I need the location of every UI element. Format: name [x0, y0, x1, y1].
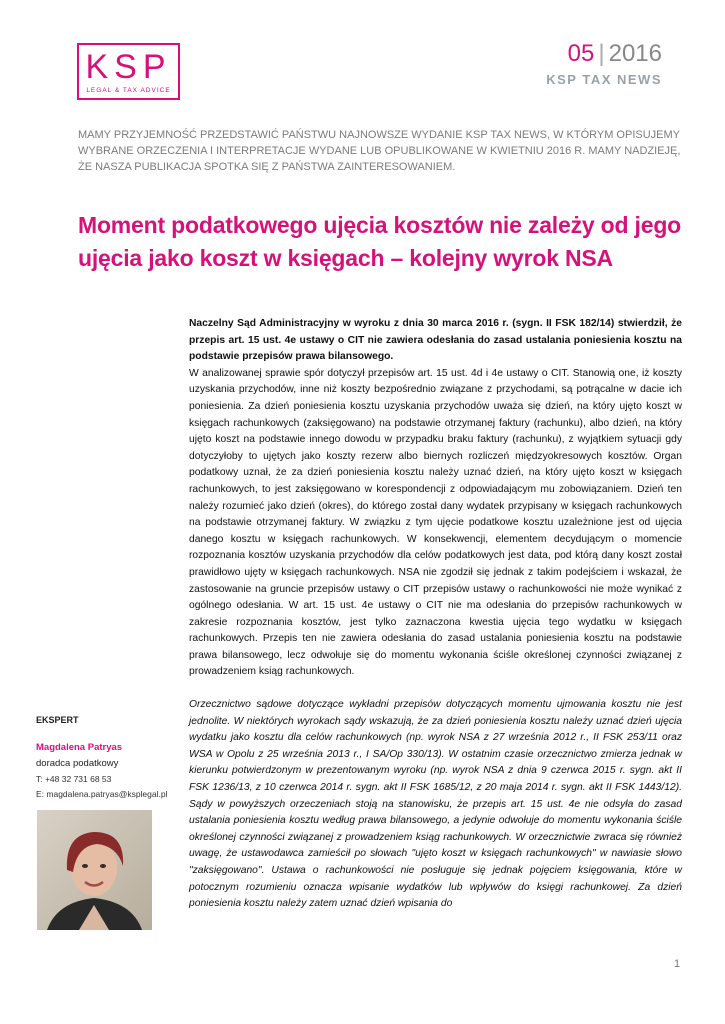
- expert-name: Magdalena Patryas: [36, 742, 123, 753]
- issue-separator: |: [598, 40, 605, 67]
- article-lead: Naczelny Sąd Administracyjny w wyroku z dnia 30 marca 2016 r. (sygn. II FSK 182/14) stwierdził, że przepis art. 15 ust. 4e ustawy o CIT nie zawiera odesłania do zasad ustalania poniesienia kosztu na podstawie przepisów prawa bilansowego.: [189, 318, 682, 363]
- expert-phone: T: +48 32 731 68 53: [36, 774, 112, 784]
- logo-subtitle: LEGAL & TAX ADVICE: [86, 87, 171, 94]
- expert-photo: [37, 810, 152, 930]
- article-paragraph-1: W analizowanej sprawie spór dotyczył przepisów art. 15 ust. 4d i 4e ustawy o CIT. Stanowią one, iż koszty uzyskania przychodów, inne niż koszty bezpośrednio związane z przychodami, są potrącalne w dacie ich poniesienia. Za dzień poniesienia kosztu uzyskania przychodów uważa się dzień, na który ujęto koszt w księgach rachunkowych (zaksięgowano) na podstawie otrzymanej faktury (rachunku), albo dzień, na który ujęto koszt na podstawie innego dowodu w przypadku braku faktury (rachunku), z wyjątkiem sytuacji gdy dotyczyłoby to ujętych jako koszty rezerw albo biernych rozliczeń międzyokresowych kosztów. Organ podatkowy uznał, że za dzień poniesienia kosztu należy uznać dzień, na który ujęto koszt w księgach rachunkowych, to jest zaksięgowano w korespondencji z odpowiadającym mu zobowiązaniem. Dzień ten należy rozumieć jako dzień (okres), do którego został dany wydatek przypisany w księgach rachunkowych na podstawie otrzymanej faktury. W związku z tym ujęcie podatkowe kosztu uzależnione jest od ujęcia danego kosztu w księgach rachunkowych. W konsekwencji, elementem decydującym o momencie rozpoznania kosztów uzyskania przychodów dla celów podatkowych jest data, pod którą dany koszt został prawidłowo ujęty w księgach rachunkowych. NSA nie zgodził się jednak z takim podejściem i wskazał, że zastosowanie na gruncie przepisów ustawy o CIT przepisów ustawy o rachunkowości nie może wynikać z ogólnego odesłania. W art. 15 ust. 4e ustawy o CIT nie ma odesłania do przepisów rachunkowych w zakresie rozpoznania kosztów, jest tylko zaznaczona kwestia ujęcia tego wydatku w księgach rachunkowych. Przepis ten nie zawiera odesłania do zasad ustalania poniesienia kosztu na podstawie prawa bilansowego, lecz odwołuje się do momentu wykonania ściśle określonej czynności związanej z prowadzeniem ksiąg rachunkowych.: [189, 367, 682, 678]
- article-paragraph-2: Orzecznictwo sądowe dotyczące wykładni przepisów dotyczących momentu ujmowania kosztu nie jest jednolite. W niektórych wyrokach sądy wskazują, że za dzień poniesienia kosztu należy uznać dzień ujęcia wydatku jako kosztu dla celów rachunkowych (np. wyrok NSA z 27 września 2012 r., II FSK 253/11 oraz WSA w Opolu z 25 września 2013 r., I SA/Op 330/13). W ostatnim czasie orzecznictwo zmierza jednak w kierunku potwierdzonym w prezentowanym wyroku (np. wyrok NSA z dnia 9 czerwca 2015 r. sygn. akt II FSK 1236/13, z 10 czerwca 2014 r. sygn. akt II FSK 1685/12, z 20 maja 2014 r. sygn. akt II FSK 1443/12). Sądy w powyższych orzeczeniach stoją na stanowisku, że przepis art. 15 ust. 4e nie odsyła do zasad ustalania poniesienia kosztu według prawa bilansowego, a jedynie odwołuje do momentu wykonania ściśle określonej czynności związanej z prowadzeniem ksiąg rachunkowych. W orzecznictwie zwraca się również uwagę, że ustawodawca zamieścił po słowach "ujęto koszt w księgach rachunkowych" w nawiasie słowo "zaksięgowano". Ustawa o rachunkowości nie posługuje się jednak pojęciem księgowania, które w potocznym rozumieniu oznacza wpisanie wydatków lub wpływów do księgi rachunkowej. Za dzień poniesienia kosztu należy zatem uznać dzień wpisania do: [189, 699, 682, 910]
- issue-year: 2016: [608, 40, 662, 67]
- expert-role: doradca podatkowy: [36, 758, 119, 769]
- issue-number: 05: [567, 40, 595, 67]
- page-number: 1: [674, 958, 681, 970]
- article-title: Moment podatkowego ujęcia kosztów nie zależy od jego ujęcia jako koszt w księgach – kolejny wyrok NSA: [78, 212, 682, 271]
- expert-portrait-image: [37, 810, 152, 930]
- newsletter-name: KSP TAX NEWS: [546, 72, 662, 87]
- expert-heading: EKSPERT: [36, 715, 79, 725]
- ksp-logo: [77, 43, 180, 100]
- expert-email: E: magdalena.patryas@ksplegal.pl: [36, 789, 168, 799]
- issue-label: [568, 40, 662, 68]
- intro-text: MAMY PRZYJEMNOŚĆ PRZEDSTAWIĆ PAŃSTWU NAJNOWSZE WYDANIE KSP TAX NEWS, W KTÓRYM OPISUJEMY WYBRANE ORZECZENIA I INTERPRETACJE WYDANE LUB OPUBLIKOWANE W KWIETNIU 2016 R. MAMY NADZIEJĘ, ŻE NASZA PUBLIKACJA SPOTKA SIĘ Z PAŃSTWA ZAINTERESOWANIEM.: [78, 129, 681, 173]
- logo-text: KSP: [85, 48, 172, 86]
- article-body: [189, 316, 682, 913]
